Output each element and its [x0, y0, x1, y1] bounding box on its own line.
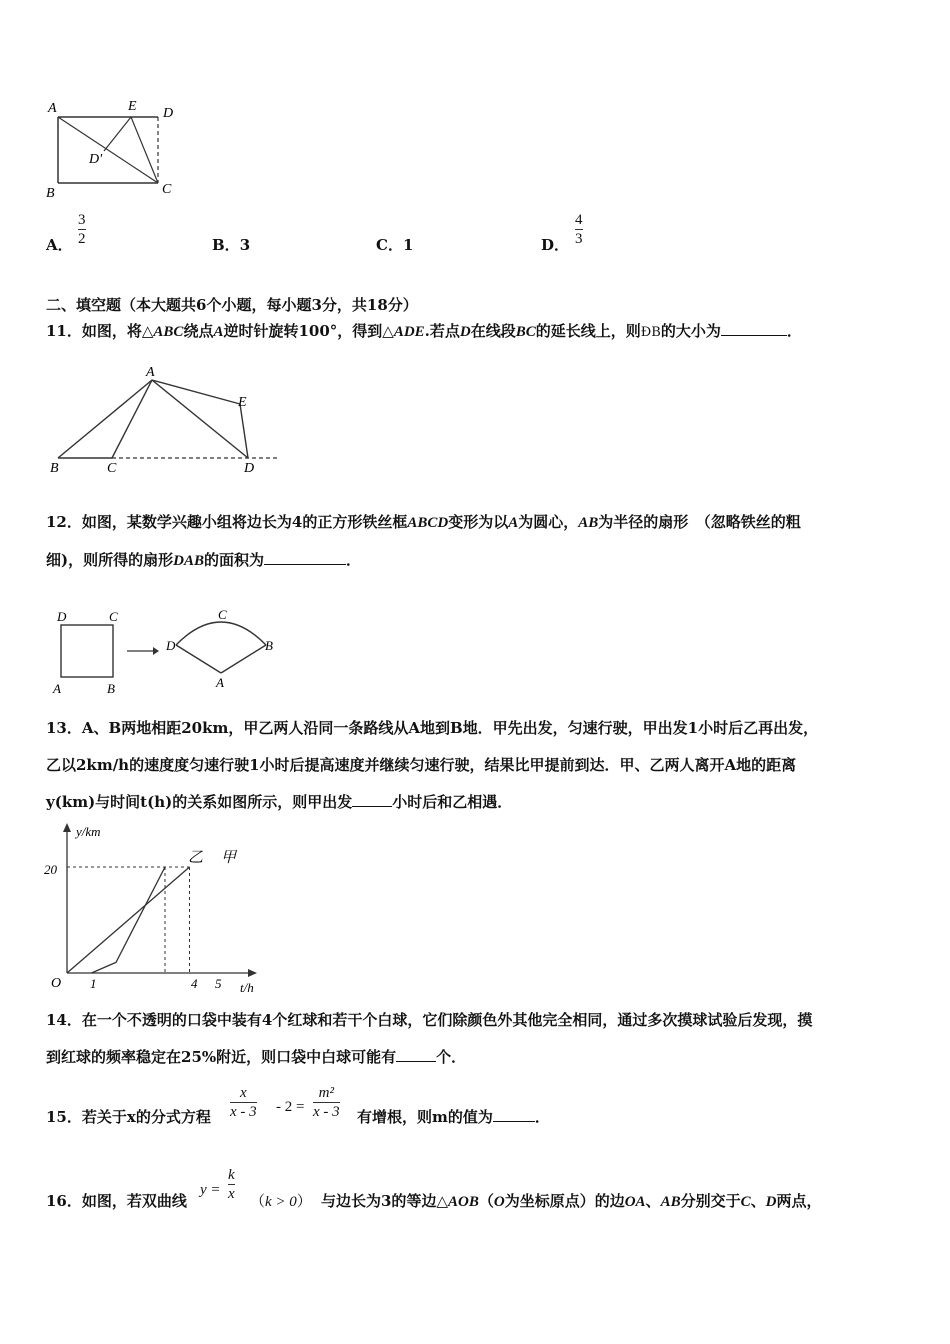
y-axis-arrow	[63, 823, 71, 832]
x-axis-arrow	[248, 969, 257, 977]
tick-5: 5	[215, 976, 222, 991]
q10-option-d: D．	[541, 236, 570, 254]
q10-option-b: B．3	[212, 236, 251, 254]
series-jia-line	[67, 867, 190, 973]
q11-label-E: E	[238, 395, 247, 410]
q10-option-d-value: 4 3	[575, 212, 583, 247]
q12-square-A: A	[53, 681, 61, 696]
q10-option-c: C．1	[376, 236, 414, 254]
q13-text-line1: 13．A、B两地相距20km，甲乙两人沿同一条路线从A地到B地．甲先出发，匀速行驶，甲出发1小时后乙再出发，	[46, 719, 819, 737]
q12-sector-C: C	[218, 607, 227, 622]
q16-text-b: 与边长为3的等边△AOB（O为坐标原点）的边OA、AB分别交于C、D两点，	[321, 1192, 822, 1210]
q10-option-a: A．	[46, 236, 73, 254]
q12-square-C: C	[109, 609, 118, 624]
q10-option-a-value: 3 2	[78, 212, 86, 247]
q12-text-line1: 12．如图，某数学兴趣小组将边长为4的正方形铁丝框ABCD变形为以A为圆心，AB为半径的扇形 （忽略铁丝的粗	[46, 513, 801, 531]
section-2-title: 二、填空题（本大题共6个小题，每小题3分，共18分）	[46, 296, 418, 314]
q11-label-C: C	[107, 461, 117, 476]
q13-text-line3: y(km)与时间t(h)的关系如图所示，则甲出发 小时后和乙相遇．	[46, 793, 513, 811]
label-D: D	[163, 106, 174, 121]
label-B: B	[46, 186, 55, 201]
q14-text-line2: 到红球的频率稳定在25%附近，则口袋中白球可能有 个．	[46, 1048, 467, 1066]
tick-1: 1	[90, 976, 97, 991]
q11-figure	[40, 360, 290, 478]
series-jia-label: 甲	[221, 850, 237, 866]
q10-figure	[40, 95, 190, 205]
q15-minus-2: - 2 =	[276, 1099, 305, 1115]
q15-fraction-1: x x - 3	[230, 1085, 257, 1120]
q12-square-B: B	[107, 681, 115, 696]
label-E: E	[128, 99, 137, 114]
label-A: A	[48, 101, 57, 116]
origin-label: O	[51, 976, 62, 991]
q11-label-A: A	[146, 365, 155, 380]
tick-20: 20	[44, 862, 57, 877]
q11-label-B: B	[50, 461, 59, 476]
tick-4: 4	[191, 976, 198, 991]
q12-figure	[45, 605, 285, 700]
q15-fraction-2: m² x - 3	[313, 1085, 340, 1120]
q12-square-D: D	[57, 609, 67, 624]
q16-y-equals: y =	[200, 1182, 221, 1198]
q11-label-D: D	[244, 461, 255, 476]
q15-text: 15．若关于x的分式方程	[46, 1108, 211, 1126]
q15-text-2: 有增根，则m的值为 ．	[357, 1108, 550, 1126]
q12-sector-D: D	[166, 638, 176, 653]
series-yi-label: 乙	[188, 850, 204, 866]
q12-sector-B: B	[265, 638, 273, 653]
q13-chart	[40, 818, 270, 1000]
q16-fraction: k x	[228, 1167, 235, 1202]
q12-sector-A: A	[216, 675, 224, 690]
x-axis-label: t/h	[240, 980, 254, 995]
q16-condition: （k > 0）	[250, 1192, 312, 1210]
q13-text-line2: 乙以2km/h的速度度匀速行驶1小时后提高速度并继续匀速行驶，结果比甲提前到达．甲、乙两人离开A地的距离	[46, 756, 797, 774]
q14-text-line1: 14．在一个不透明的口袋中装有4个红球和若干个白球，它们除颜色外其他完全相同，通过多次摸球试验后发现，摸	[46, 1011, 813, 1029]
q11-text: 11．如图，将△ABC绕点A逆时针旋转100°，得到△ADE.若点D在线段BC的延长线上，则ÐB的大小为 ．	[46, 322, 802, 340]
q16-text-a: 16．如图，若双曲线	[46, 1192, 187, 1210]
q12-text-line2: 细)，则所得的扇形DAB的面积为 ．	[46, 551, 361, 569]
label-Dprime: D'	[89, 152, 103, 167]
y-axis-label: y/km	[76, 824, 101, 839]
label-C: C	[162, 182, 172, 197]
